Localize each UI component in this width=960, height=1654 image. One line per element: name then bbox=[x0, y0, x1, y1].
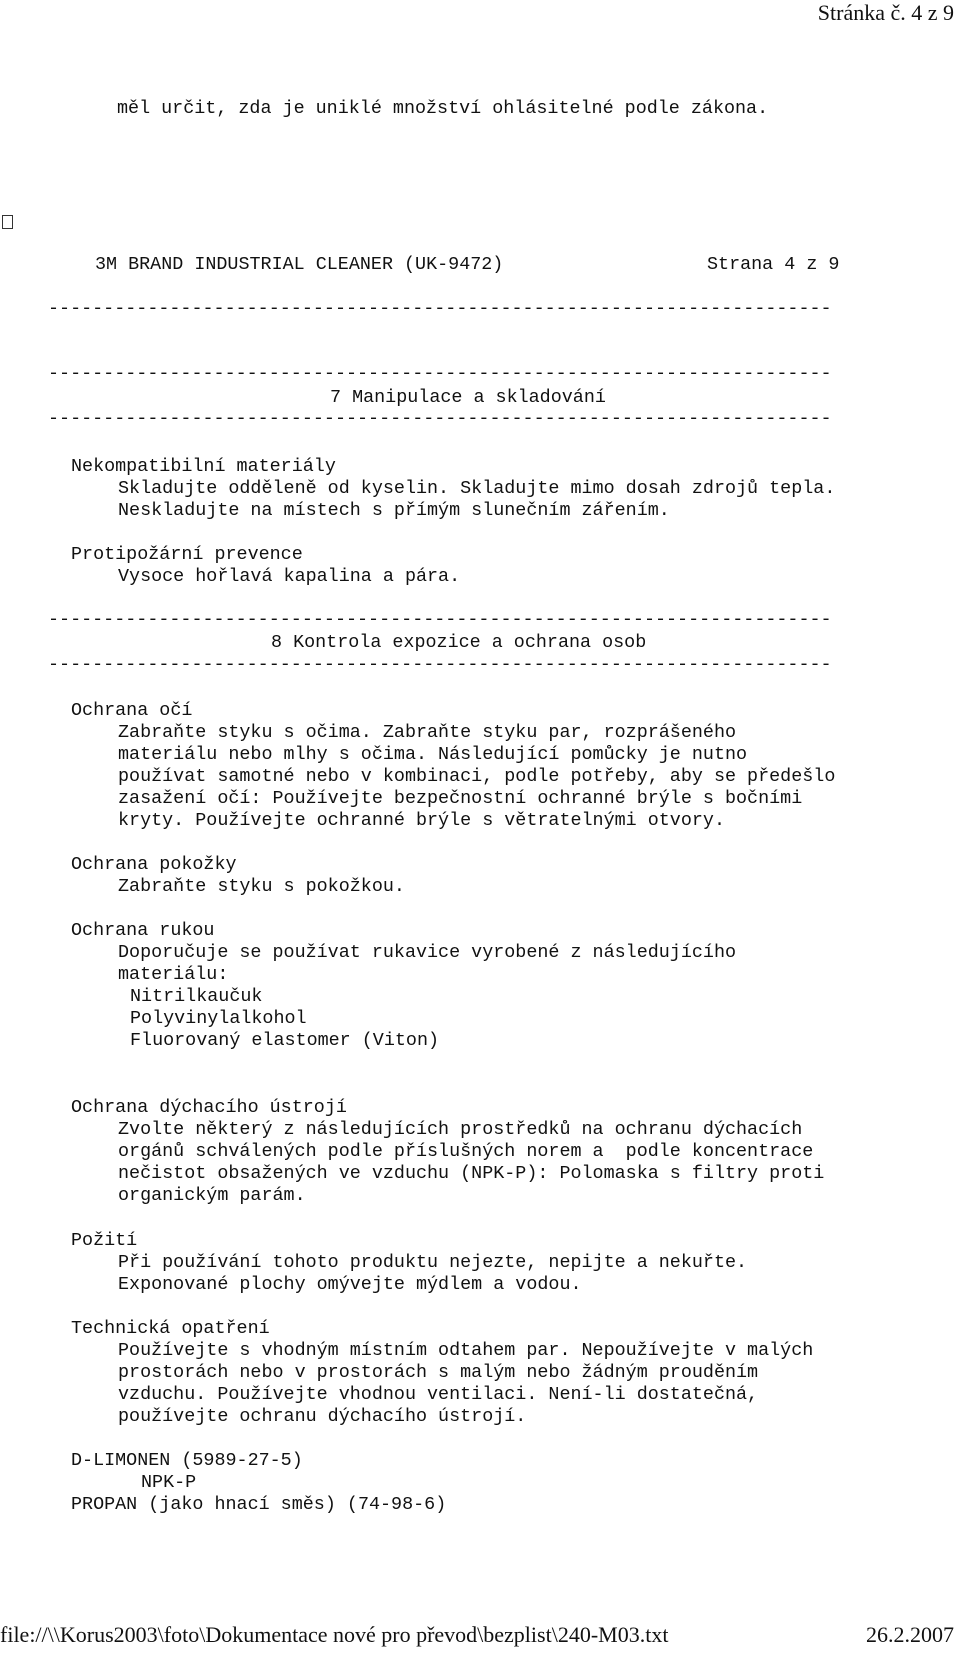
text-line: Zabraňte styku s očima. Zabraňte styku par, rozprášeného bbox=[118, 722, 737, 743]
separator-rule: ----------------------------------------------------------------------- bbox=[48, 654, 832, 675]
heading-fire-prevention: Protipožární prevence bbox=[71, 544, 303, 565]
text-line: Používejte s vhodným místním odtahem par. Nepoužívejte v malých bbox=[118, 1340, 814, 1361]
heading-respiratory-protection: Ochrana dýchacího ústrojí bbox=[71, 1097, 347, 1118]
missing-glyph-box bbox=[2, 215, 13, 229]
heading-skin-protection: Ochrana pokožky bbox=[71, 854, 237, 875]
doc-page-number: Strana 4 z 9 bbox=[707, 254, 840, 275]
heading-hand-protection: Ochrana rukou bbox=[71, 920, 215, 941]
heading-technical-measures: Technická opatření bbox=[71, 1318, 270, 1339]
text-line: Neskladujte na místech s přímým slunečním zářením. bbox=[118, 500, 670, 521]
intro-line: měl určit, zda je uniklé množství ohlásitelné podle zákona. bbox=[117, 98, 769, 119]
text-line: Skladujte odděleně od kyselin. Skladujte mimo dosah zdrojů tepla. bbox=[118, 478, 836, 499]
heading-eye-protection: Ochrana očí bbox=[71, 700, 193, 721]
text-line: Doporučuje se používat rukavice vyrobené z následujícího bbox=[118, 942, 737, 963]
footer-date: 26.2.2007 bbox=[866, 1622, 954, 1647]
heading-ingestion: Požití bbox=[71, 1230, 138, 1251]
separator-rule: ----------------------------------------------------------------------- bbox=[48, 363, 832, 384]
text-line: Vysoce hořlavá kapalina a pára. bbox=[118, 566, 461, 587]
page-indicator: Stránka č. 4 z 9 bbox=[817, 0, 954, 25]
footer-file-path: file://\\Korus2003\foto\Dokumentace nové pro převod\bezplist\240-M03.txt bbox=[0, 1622, 669, 1647]
doc-product-name: 3M BRAND INDUSTRIAL CLEANER (UK-9472) bbox=[95, 254, 504, 275]
text-line: používejte ochranu dýchacího ústrojí. bbox=[118, 1406, 527, 1427]
text-line: Zvolte některý z následujících prostředků na ochranu dýchacích bbox=[118, 1119, 803, 1140]
text-line: zasažení očí: Používejte bezpečnostní ochranné brýle s bočními bbox=[118, 788, 803, 809]
section-title-7: 7 Manipulace a skladování bbox=[330, 387, 606, 408]
substance-name: PROPAN (jako hnací směs) (74-98-6) bbox=[71, 1494, 447, 1515]
text-line: materiálu: bbox=[118, 964, 229, 985]
separator-rule: ----------------------------------------------------------------------- bbox=[48, 609, 832, 630]
list-item: Fluorovaný elastomer (Viton) bbox=[130, 1030, 440, 1051]
substance-limit: NPK-P bbox=[141, 1472, 197, 1493]
text-line: Exponované plochy omývejte mýdlem a vodou. bbox=[118, 1274, 582, 1295]
text-line: Při používání tohoto produktu nejezte, nepijte a nekuřte. bbox=[118, 1252, 748, 1273]
text-line: vzduchu. Používejte vhodnou ventilaci. Není-li dostatečná, bbox=[118, 1384, 759, 1405]
list-item: Polyvinylalkohol bbox=[130, 1008, 307, 1029]
list-item: Nitrilkaučuk bbox=[130, 986, 263, 1007]
section-title-8: 8 Kontrola expozice a ochrana osob bbox=[271, 632, 647, 653]
text-line: orgánů schválených podle příslušných norem a podle koncentrace bbox=[118, 1141, 814, 1162]
text-line: nečistot obsažených ve vzduchu (NPK-P): Polomaska s filtry proti bbox=[118, 1163, 825, 1184]
text-line: Zabraňte styku s pokožkou. bbox=[118, 876, 405, 897]
heading-incompatible-materials: Nekompatibilní materiály bbox=[71, 456, 336, 477]
text-line: organickým parám. bbox=[118, 1185, 306, 1206]
separator-rule: ----------------------------------------------------------------------- bbox=[48, 408, 832, 429]
substance-name: D-LIMONEN (5989-27-5) bbox=[71, 1450, 303, 1471]
text-line: materiálu nebo mlhy s očima. Následující pomůcky je nutno bbox=[118, 744, 748, 765]
text-line: kryty. Používejte ochranné brýle s větratelnými otvory. bbox=[118, 810, 725, 831]
separator-rule: ----------------------------------------------------------------------- bbox=[48, 298, 832, 319]
text-line: používat samotné nebo v kombinaci, podle potřeby, aby se předešlo bbox=[118, 766, 836, 787]
text-line: prostorách nebo v prostorách s malým nebo žádným prouděním bbox=[118, 1362, 759, 1383]
